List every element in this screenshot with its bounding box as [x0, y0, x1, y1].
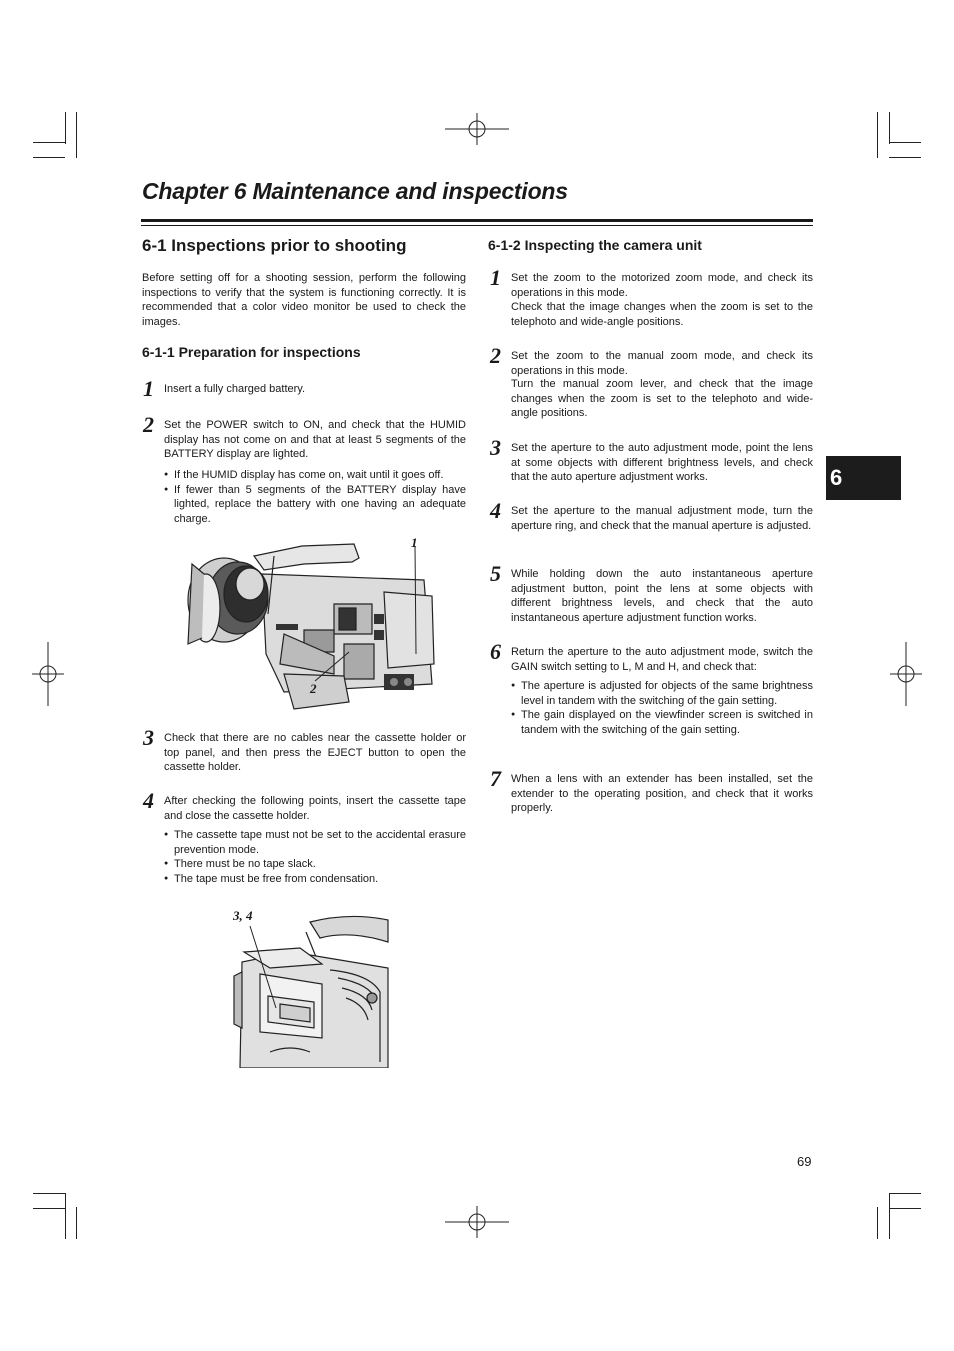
step-number: 4: [143, 788, 154, 813]
step-text: When a lens with an extender has been installed, set the extender to the operating position, and check that it works properly.: [511, 773, 813, 814]
chapter-tab: 6: [826, 456, 901, 500]
registration-mark-left: [32, 642, 64, 706]
step-text: Set the POWER switch to ON, and check that the HUMID display has not come on and that at least 5 segments of the BATTERY display are lighted.: [164, 419, 466, 460]
step-text: Set the aperture to the manual adjustment mode, turn the aperture ring, and check that the manual aperture is adjusted.: [511, 505, 813, 532]
step-number: 2: [143, 412, 154, 437]
figure-callout: 1: [411, 535, 418, 550]
step-text: Insert a fully charged battery.: [164, 383, 306, 395]
registration-mark-right: [890, 642, 922, 706]
step-text: After checking the following points, insert the cassette tape and close the cassette holder.: [164, 795, 466, 822]
step-number: 2: [490, 343, 501, 368]
registration-mark-bottom: [445, 1206, 509, 1238]
page-number: 69: [797, 1154, 812, 1169]
step-bullets: [164, 828, 466, 886]
step-text: Set the zoom to the motorized zoom mode, and check its operations in this mode.: [511, 272, 813, 299]
bullet-item: ● The tape must be free from condensation.: [164, 872, 466, 887]
step-text: Set the zoom to the manual zoom mode, and check its operations in this mode.: [511, 350, 813, 377]
header-rule: [141, 219, 813, 222]
step-number: 1: [490, 265, 501, 290]
step-number: 3: [490, 435, 501, 460]
figure-callout: 3, 4: [233, 908, 253, 923]
step-text: While holding down the auto instantaneous aperture adjustment button, point the lens at some objects with different brightness levels, and check that the auto instantaneous aperture adjustment function works.: [511, 568, 813, 624]
header-rule-thin: [141, 225, 813, 226]
bullet-item: ● The gain displayed on the viewfinder screen is switched in tandem with the switching of the gain setting.: [511, 708, 813, 737]
section-heading: 6-1 Inspections prior to shooting: [142, 236, 407, 255]
figure-callout: 2: [310, 681, 317, 696]
step-number: 7: [490, 766, 501, 791]
bullet-item: ● The cassette tape must not be set to the accidental erasure prevention mode.: [164, 828, 466, 857]
step-text: Set the aperture to the auto adjustment mode, point the lens at some objects with different brightness levels, and check that the auto aperture adjustment works.: [511, 442, 813, 483]
bullet-item: ● If the HUMID display has come on, wait until it goes off.: [164, 468, 466, 483]
step-number: 1: [143, 376, 154, 401]
step-text: Check that the image changes when the zoom is set to the telephoto and wide-angle positions.: [511, 301, 813, 328]
subsection-heading-prep: 6-1-1 Preparation for inspections: [142, 344, 361, 360]
step-bullets: [164, 468, 466, 526]
subsection-heading-camera: 6-1-2 Inspecting the camera unit: [488, 237, 702, 253]
step-text: Turn the manual zoom lever, and check that the image changes when the zoom is set to the telephoto and wide-angle positions.: [511, 378, 813, 419]
intro-paragraph: Before setting off for a shooting session, perform the following inspections to verify that the system is functioning correctly. It is recommended that a color video monitor be used to check the images.: [142, 272, 466, 328]
bullet-item: ● There must be no tape slack.: [164, 857, 466, 872]
step-bullets: [511, 679, 813, 737]
step-text: Return the aperture to the auto adjustment mode, switch the GAIN switch setting to L, M and H, and check that:: [511, 646, 813, 673]
registration-mark-top: [445, 113, 509, 145]
step-number: 3: [143, 725, 154, 750]
step-number: 5: [490, 561, 501, 586]
step-text: Check that there are no cables near the cassette holder or top panel, and then press the EJECT button to open the cassette holder.: [164, 732, 466, 773]
bullet-item: ● The aperture is adjusted for objects of the same brightness level in tandem with the switching of the gain setting.: [511, 679, 813, 708]
chapter-title: Chapter 6 Maintenance and inspections: [142, 178, 568, 204]
step-number: 6: [490, 639, 501, 664]
bullet-item: ● If fewer than 5 segments of the BATTERY display have lighted, replace the battery with one having an adequate charge.: [164, 483, 466, 527]
step-number: 4: [490, 498, 501, 523]
camera-figure-cassette: [230, 912, 392, 1068]
